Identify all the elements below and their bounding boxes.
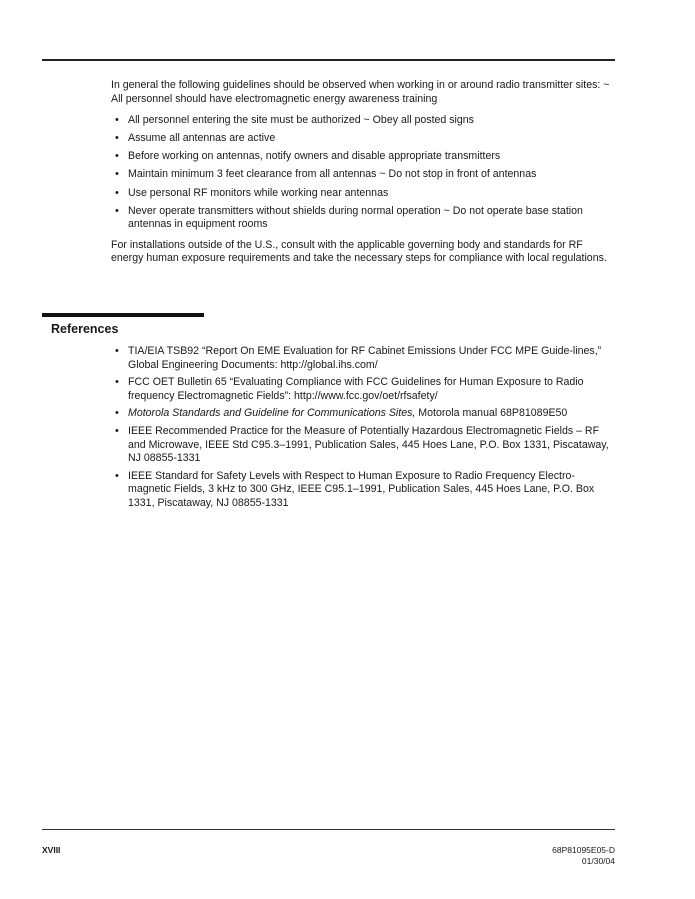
safety-guidelines-section [111, 79, 615, 266]
reference-item: • TIA/EIA TSB92 “Report On EME Evaluation for RF Cabinet Emissions Under FCC MPE Guide-lines,” Global Engineering Documents: http://global.ihs.com/ [111, 345, 615, 372]
page-number: XVIII [42, 845, 61, 855]
references-list [111, 345, 615, 511]
guidelines-list [111, 114, 615, 232]
reference-title-italic: Motorola Standards and Guideline for Communications Sites, [128, 407, 416, 420]
intro-paragraph: In general the following guidelines should be observed when working in or around radio transmitter sites: ~ All personnel should have electromagnetic energy awareness training [111, 79, 610, 105]
document-number: 68P81095E05-D [552, 845, 615, 855]
reference-item: • IEEE Standard for Safety Levels with Respect to Human Exposure to Radio Frequency Electro-magnetic Fields, 3 kHz to 300 GHz, IEEE C95.1–1991, Publication Sales, 445 Hoes Lane, P.O. Box 1331, Piscataway, NJ 08855-1331 [111, 470, 615, 511]
list-item: • Before working on antennas, notify owners and disable appropriate transmitters [111, 150, 615, 164]
closing-paragraph: For installations outside of the U.S., consult with the applicable governing body and standards for RF energy human exposure requirements and take the necessary steps for compliance with local regulations. [111, 238, 607, 265]
document-id [552, 845, 615, 866]
reference-item: • IEEE Recommended Practice for the Measure of Potentially Hazardous Electromagnetic Fields – RF and Microwave, IEEE Std C95.3–1991, Publication Sales, 445 Hoes Lane, P.O. Box 1331, Piscataway, NJ 08855-1331 [111, 425, 615, 466]
references-section [111, 345, 615, 515]
reference-item: • FCC OET Bulletin 65 “Evaluating Compliance with FCC Guidelines for Human Exposure to Radio frequency Electromagnetic Fields”: http://www.fcc.gov/oet/rfsafety/ [111, 376, 615, 403]
list-item: • All personnel entering the site must be authorized ~ Obey all posted signs [111, 114, 615, 128]
header-rule [42, 59, 615, 61]
document-date: 01/30/04 [581, 855, 615, 866]
reference-item [111, 407, 615, 421]
list-item: • Use personal RF monitors while working near antennas [111, 187, 615, 201]
section-rule [42, 313, 204, 317]
section-heading: References [51, 322, 119, 336]
list-item: • Never operate transmitters without shields during normal operation ~ Do not operate base station antennas in equipment rooms [111, 205, 615, 232]
list-item: • Maintain minimum 3 feet clearance from all antennas ~ Do not stop in front of antennas [111, 168, 615, 182]
list-item: • Assume all antennas are active [111, 132, 615, 146]
reference-text: Motorola manual 68P81089E50 [415, 407, 568, 420]
footer-rule [42, 829, 615, 830]
